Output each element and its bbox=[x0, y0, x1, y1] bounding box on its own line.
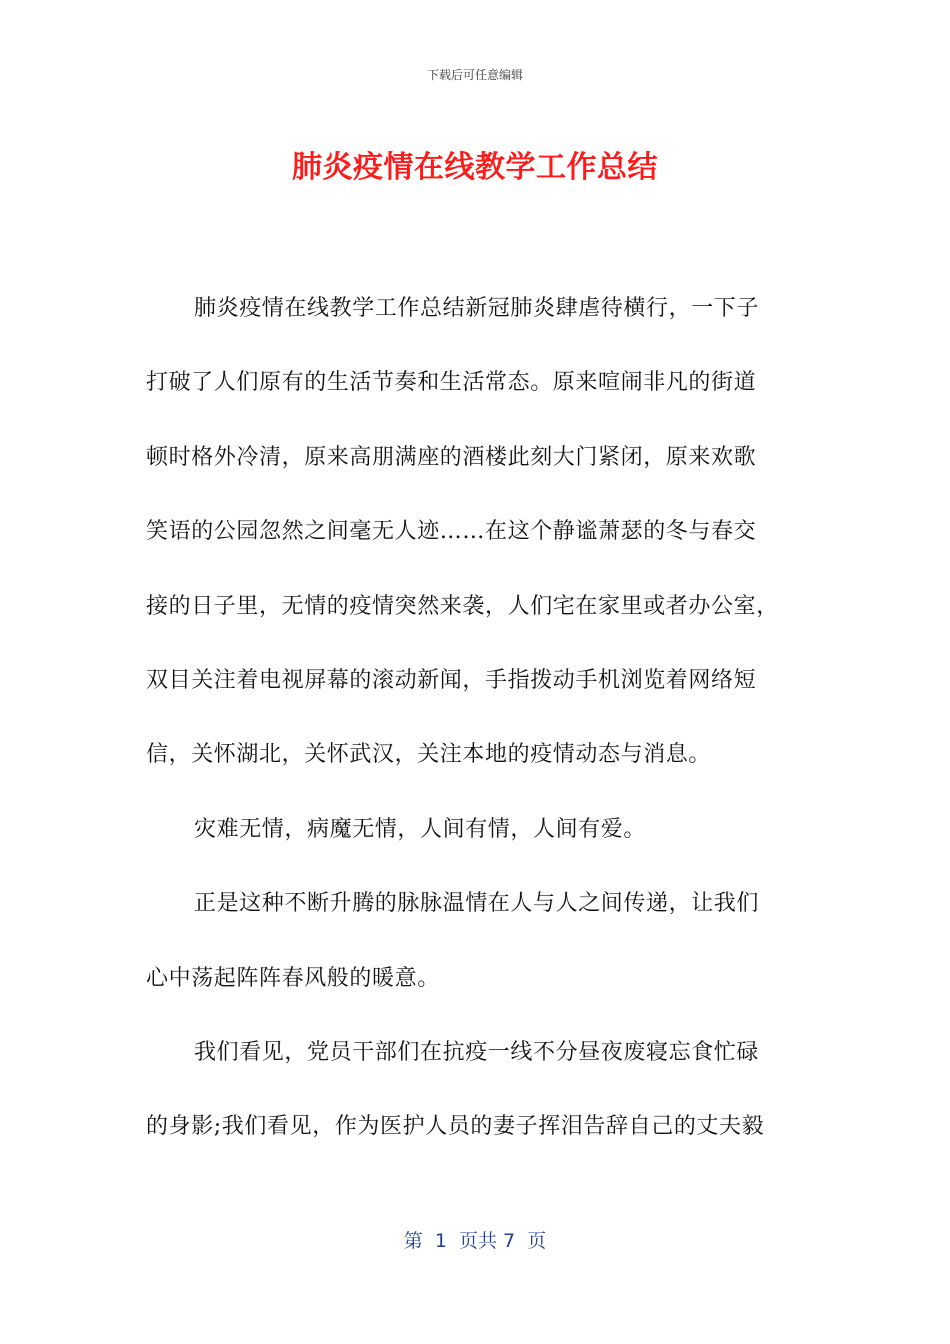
paragraph-line: 双目关注着电视屏幕的滚动新闻，手指拨动手机浏览着网络短 bbox=[146, 668, 757, 694]
page-number-footer: 第 1 页共 7 页 bbox=[403, 1230, 547, 1252]
paragraph-line: 信，关怀湖北，关怀武汉，关注本地的疫情动态与消息。 bbox=[146, 742, 712, 768]
paragraph-2 bbox=[146, 793, 806, 867]
paragraph-line: 接的日子里，无情的疫情突然来袭，人们宅在家里或者办公室， bbox=[146, 593, 779, 619]
paragraph-line: 笑语的公园忽然之间毫无人迹……在这个静谧萧瑟的冬与春交 bbox=[146, 519, 757, 545]
paragraph-line: 肺炎疫情在线教学工作总结新冠肺炎肆虐待横行，一下子 bbox=[194, 296, 760, 321]
paragraph-line: 心中荡起阵阵春风般的暖意。 bbox=[146, 965, 440, 991]
paragraph-3 bbox=[146, 867, 806, 1016]
document-body bbox=[146, 272, 806, 1165]
paragraph-line: 打破了人们原有的生活节奏和生活常态。原来喧闹非凡的街道 bbox=[146, 370, 757, 396]
paragraph-4 bbox=[146, 1016, 806, 1165]
paragraph-line: 的身影;我们看见，作为医护人员的妻子挥泪告辞自己的丈夫毅 bbox=[146, 1114, 765, 1140]
paragraph-line: 正是这种不断升腾的脉脉温情在人与人之间传递，让我们 bbox=[194, 891, 760, 917]
header-note: 下载后可任意编辑 bbox=[426, 68, 523, 82]
paragraph-1 bbox=[146, 272, 806, 793]
document-title: 肺炎疫情在线教学工作总结 bbox=[292, 150, 658, 185]
paragraph-line: 顿时格外冷清，原来高朋满座的酒楼此刻大门紧闭，原来欢歌 bbox=[146, 444, 757, 470]
paragraph-line: 灾难无情，病魔无情，人间有情，人间有爱。 bbox=[194, 816, 647, 842]
paragraph-line: 我们看见，党员干部们在抗疫一线不分昼夜废寝忘食忙碌 bbox=[194, 1040, 760, 1066]
